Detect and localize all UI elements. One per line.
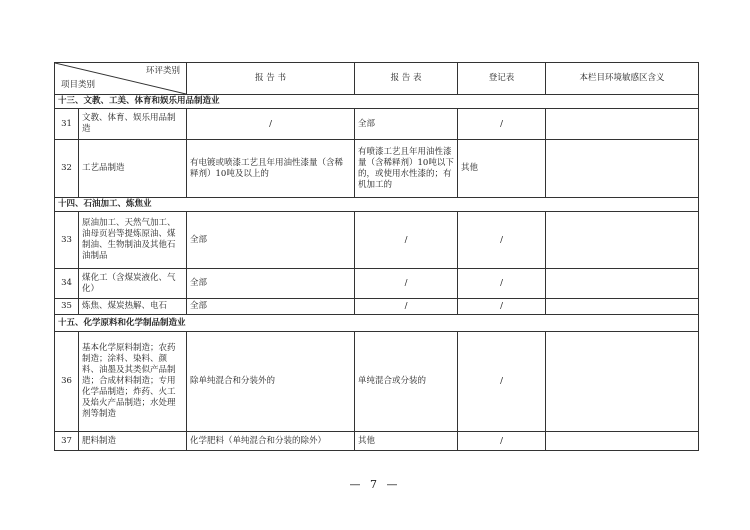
report-book-cell: 全部 — [187, 269, 355, 299]
report-book-cell: 化学肥料（单纯混合和分装的除外） — [187, 432, 355, 451]
report-table-cell: 单纯混合或分装的 — [355, 332, 458, 432]
project-name: 基本化学原料制造；农药制造；涂料、染料、颜料、油墨及其类似产品制造；合成材料制造；专用化学品制造；炸药、火工及焰火产品制造；水处理剂等制造 — [79, 332, 187, 432]
report-table-cell: / — [355, 269, 458, 299]
sensitive-meaning-cell — [546, 212, 699, 269]
section-row — [55, 198, 699, 212]
report-book-cell: 全部 — [187, 299, 355, 315]
section-row — [55, 95, 699, 109]
header-report-book: 报 告 书 — [187, 63, 355, 95]
project-name: 文教、体育、娱乐用品制造 — [79, 109, 187, 140]
report-table-cell: 有喷漆工艺且年用油性漆量（含稀释剂）10吨以下的，或使用水性漆的；有机加工的 — [355, 140, 458, 198]
header-register: 登记表 — [458, 63, 546, 95]
report-table-cell: 其他 — [355, 432, 458, 451]
diagonal-header-cell — [55, 63, 187, 95]
section-title: 十四、石油加工、炼焦业 — [55, 198, 699, 212]
project-name: 炼焦、煤炭热解、电石 — [79, 299, 187, 315]
section-row — [55, 315, 699, 332]
row-number: 36 — [55, 332, 79, 432]
header-project-category: 项目类别 — [61, 80, 96, 90]
register-cell: 其他 — [458, 140, 546, 198]
table-row — [55, 299, 699, 315]
report-book-cell: 有电镀或喷漆工艺且年用油性漆量（含稀释剂）10吨及以上的 — [187, 140, 355, 198]
table-row — [55, 332, 699, 432]
eia-classification-table — [54, 62, 699, 451]
page-number: — 7 — — [349, 478, 401, 491]
sensitive-meaning-cell — [546, 140, 699, 198]
register-cell: / — [458, 432, 546, 451]
row-number: 34 — [55, 269, 79, 299]
header-sensitive-meaning: 本栏目环境敏感区含义 — [546, 63, 699, 95]
sensitive-meaning-cell — [546, 299, 699, 315]
report-table-cell: / — [355, 299, 458, 315]
header-report-table: 报 告 表 — [355, 63, 458, 95]
section-title: 十五、化学原料和化学制品制造业 — [55, 315, 699, 332]
table-row — [55, 269, 699, 299]
report-book-cell: 全部 — [187, 212, 355, 269]
table-row — [55, 109, 699, 140]
sensitive-meaning-cell — [546, 432, 699, 451]
sensitive-meaning-cell — [546, 332, 699, 432]
project-name: 工艺品制造 — [79, 140, 187, 198]
project-name: 肥料制造 — [79, 432, 187, 451]
report-book-cell: 除单纯混合和分装外的 — [187, 332, 355, 432]
row-number: 32 — [55, 140, 79, 198]
table-header-row — [55, 63, 699, 95]
row-number: 31 — [55, 109, 79, 140]
register-cell: / — [458, 299, 546, 315]
register-cell: / — [458, 269, 546, 299]
row-number: 37 — [55, 432, 79, 451]
section-title: 十三、文教、工美、体育和娱乐用品制造业 — [55, 95, 699, 109]
table-row — [55, 212, 699, 269]
header-eia-category: 环评类别 — [145, 66, 180, 76]
row-number: 35 — [55, 299, 79, 315]
table-row — [55, 140, 699, 198]
register-cell: / — [458, 109, 546, 140]
report-table-cell: 全部 — [355, 109, 458, 140]
report-book-cell: / — [187, 109, 355, 140]
register-cell: / — [458, 332, 546, 432]
table-row — [55, 432, 699, 451]
project-name: 原油加工、天然气加工、油母页岩等提炼原油、煤制油、生物制油及其他石油制品 — [79, 212, 187, 269]
register-cell: / — [458, 212, 546, 269]
project-name: 煤化工（含煤炭液化、气化） — [79, 269, 187, 299]
sensitive-meaning-cell — [546, 109, 699, 140]
row-number: 33 — [55, 212, 79, 269]
report-table-cell: / — [355, 212, 458, 269]
sensitive-meaning-cell — [546, 269, 699, 299]
